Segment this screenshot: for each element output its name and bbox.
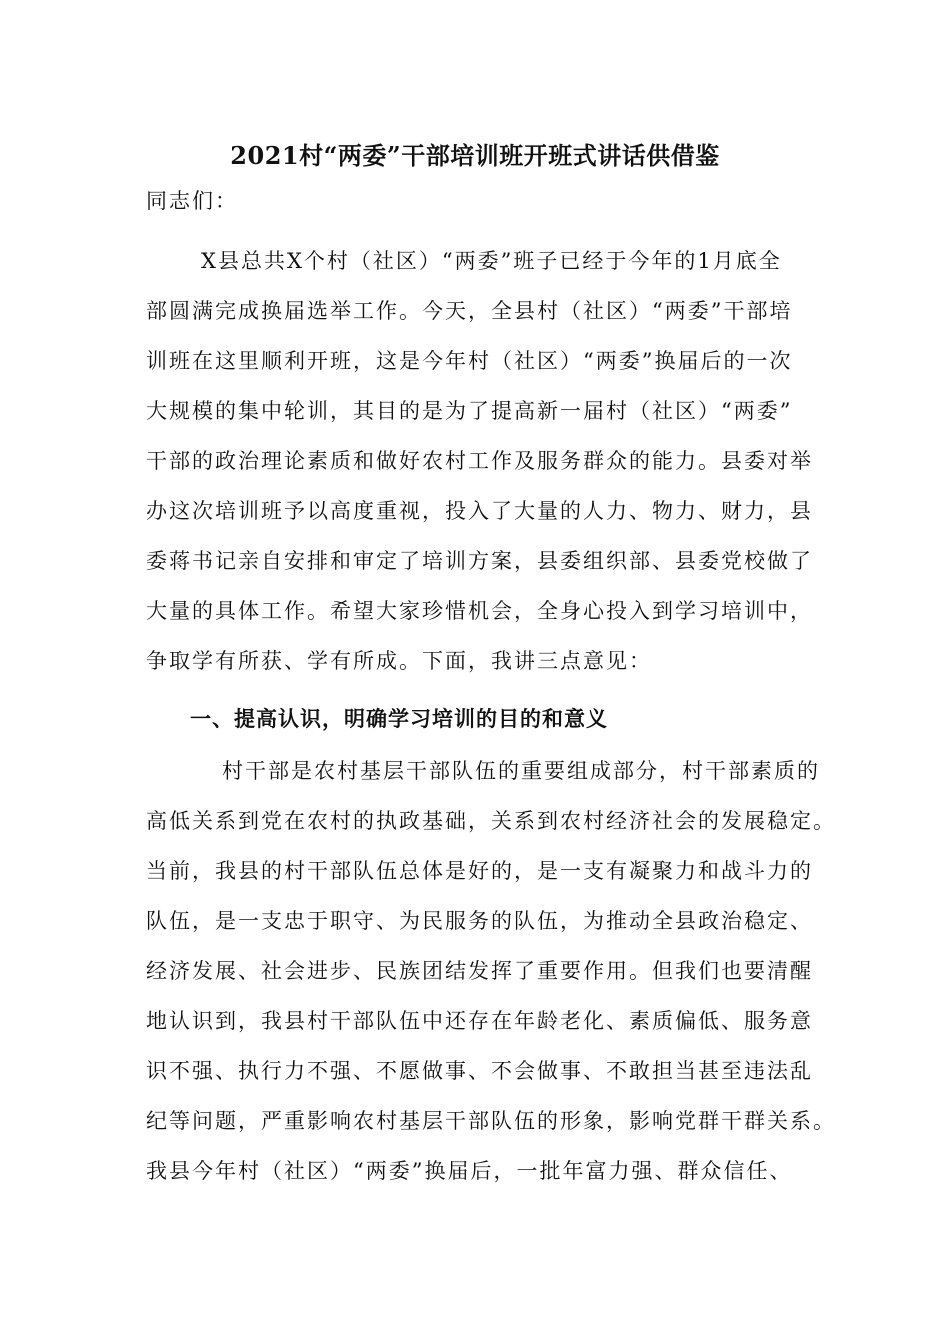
paragraph-1-line-2: 部圆满完成换届选举工作。今天，全县村（社区）“两委”干部培 bbox=[146, 299, 793, 323]
paragraph-2-line-2: 高低关系到党在农村的执政基础，关系到农村经济社会的发展稳定。 bbox=[146, 809, 836, 833]
paragraph-1-line-3: 训班在这里顺利开班，这是今年村（社区）“两委”换届后的一次 bbox=[146, 349, 793, 373]
paragraph-1-line-1: X县总共X个村（社区）“两委”班子已经于今年的1月底全 bbox=[201, 249, 782, 273]
paragraph-2-line-1: 村干部是农村基层干部队伍的重要组成部分，村干部素质的 bbox=[222, 759, 820, 783]
paragraph-1-line-9: 争取学有所获、学有所成。下面，我讲三点意见： bbox=[146, 649, 652, 673]
paragraph-2-line-3: 当前，我县的村干部队伍总体是好的，是一支有凝聚力和战斗力的 bbox=[146, 859, 813, 883]
document-title: 2021村“两委”干部培训班开班式讲话供借鉴 bbox=[230, 141, 720, 170]
salutation: 同志们： bbox=[146, 189, 238, 213]
paragraph-1-line-6: 办这次培训班予以高度重视，投入了大量的人力、物力、财力，县 bbox=[146, 499, 813, 523]
paragraph-2-line-5: 经济发展、社会进步、民族团结发挥了重要作用。但我们也要清醒 bbox=[146, 959, 813, 983]
section-1-heading: 一、提高认识，明确学习培训的目的和意义 bbox=[190, 706, 608, 731]
paragraph-2-line-7: 识不强、执行力不强、不愿做事、不会做事、不敢担当甚至违法乱 bbox=[146, 1059, 813, 1083]
paragraph-2-line-9: 我县今年村（社区）“两委”换届后，一批年富力强、群众信任、 bbox=[146, 1159, 793, 1183]
paragraph-1-line-8: 大量的具体工作。希望大家珍惜机会，全身心投入到学习培训中， bbox=[146, 599, 813, 623]
paragraph-2-line-8: 纪等问题，严重影响农村基层干部队伍的形象，影响党群干群关系。 bbox=[146, 1109, 836, 1133]
paragraph-1-line-5: 干部的政治理论素质和做好农村工作及服务群众的能力。县委对举 bbox=[146, 449, 813, 473]
paragraph-1-line-7: 委蒋书记亲自安排和审定了培训方案，县委组织部、县委党校做了 bbox=[146, 549, 813, 573]
paragraph-1-line-4: 大规模的集中轮训，其目的是为了提高新一届村（社区）“两委” bbox=[146, 399, 793, 423]
paragraph-2-line-4: 队伍，是一支忠于职守、为民服务的队伍，为推动全县政治稳定、 bbox=[146, 909, 813, 933]
paragraph-2-line-6: 地认识到，我县村干部队伍中还存在年龄老化、素质偏低、服务意 bbox=[146, 1009, 813, 1033]
